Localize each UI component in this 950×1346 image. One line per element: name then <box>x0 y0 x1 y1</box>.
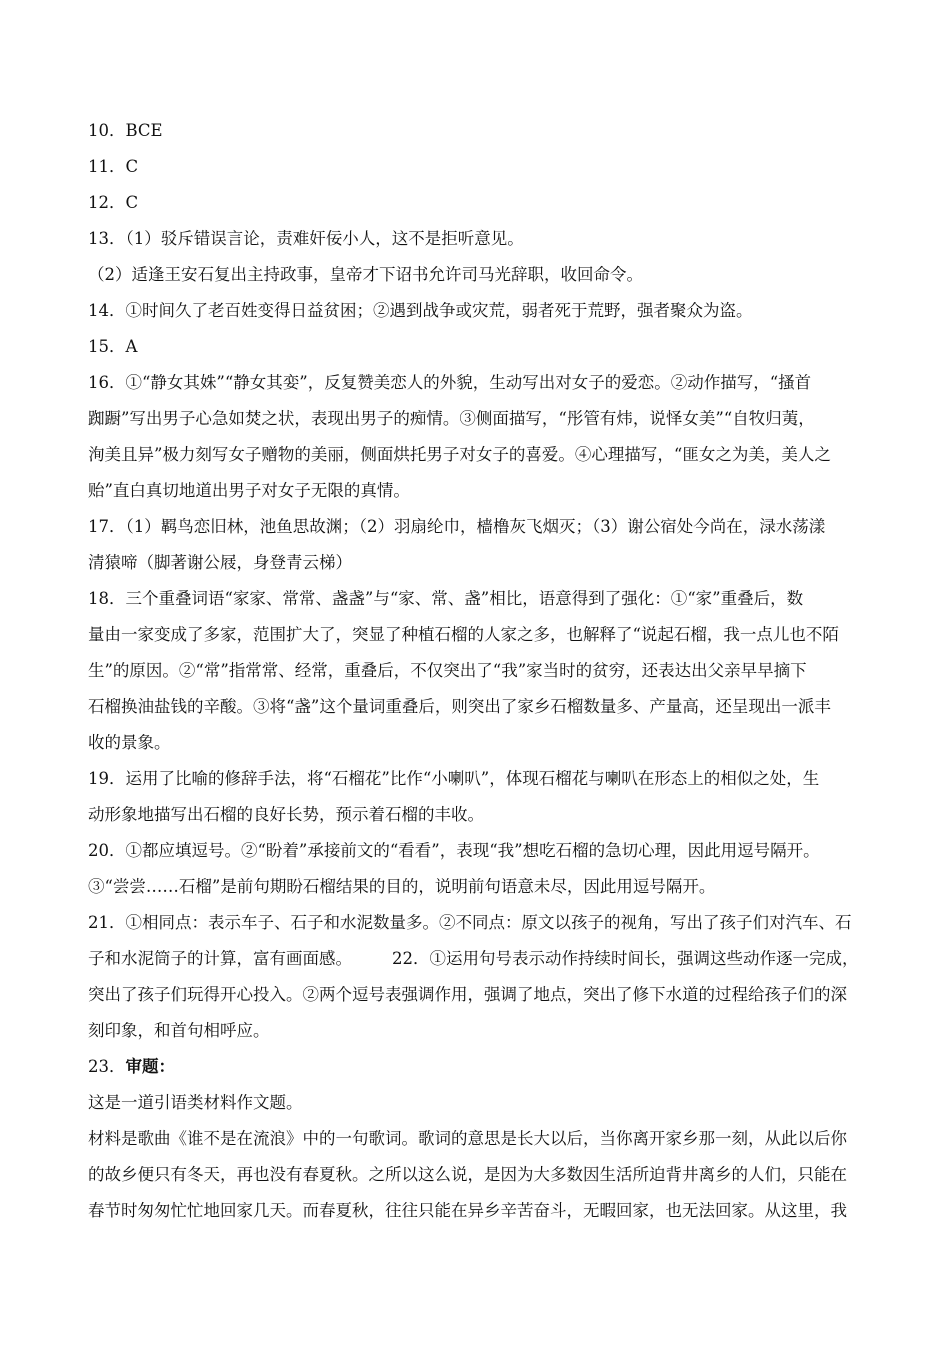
answer-18-line1: 18．三个重叠词语“家家、常常、盏盏”与“家、常、盏”相比，语意得到了强化：①“家”重叠后，数 <box>88 589 804 608</box>
answer-13-part1: 13．（1）驳斥错误言论，责难奸佞小人，这不是拒听意见。 <box>88 229 524 248</box>
answer-16-line1: 16．①“静女其姝”“静女其娈”，反复赞美恋人的外貌，生动写出对女子的爱恋。②动作描写，“搔首 <box>88 373 812 392</box>
answer-17-line2: 清猿啼（脚著谢公屐，身登青云梯） <box>88 553 352 572</box>
answer-20-line1: 20．①都应填逗号。②“盼着”承接前文的“看看”，表现“我”想吃石榴的急切心理，因此用逗号隔开。 <box>88 841 820 860</box>
answer-23-paragraph2-line1: 材料是歌曲《谁不是在流浪》中的一句歌词。歌词的意思是长大以后，当你离开家乡那一刻，从此以后你 <box>88 1129 847 1148</box>
answer-16-line4: 贻”直白真切地道出男子对女子无限的真情。 <box>88 481 410 500</box>
answer-22-line1: 22．①运用句号表示动作持续时间长，强调这些动作逐一完成， <box>392 949 859 968</box>
answer-16-line3: 洵美且异”极力刻写女子赠物的美丽，侧面烘托男子对女子的喜爱。④心理描写，“匪女之为美，美人之 <box>88 445 831 464</box>
answer-17-line1: 17．（1）羁鸟恋旧林，池鱼思故渊；（2）羽扇纶巾，樯橹灰飞烟灭；（3）谢公宿处今尚在，渌水荡漾 <box>88 517 826 536</box>
answer-23-paragraph2-line3: 春节时匆匆忙忙地回家几天。而春夏秋，往往只能在异乡辛苦奋斗，无暇回家，也无法回家。从这里，我 <box>88 1201 847 1220</box>
answer-23-paragraph2-line2: 的故乡便只有冬天，再也没有春夏秋。之所以这么说，是因为大多数因生活所迫背井离乡的人们，只能在 <box>88 1165 847 1184</box>
answer-23-number: 23． <box>88 1057 126 1076</box>
answer-document <box>88 113 878 1229</box>
answer-18-line5: 收的景象。 <box>88 733 171 752</box>
answer-15: 15．A <box>88 337 138 356</box>
answer-21-22-line2 <box>88 941 878 977</box>
answer-18-line4: 石榴换油盐钱的辛酸。③将“盏”这个量词重叠后，则突出了家乡石榴数量多、产量高，还呈现出一派丰 <box>88 697 831 716</box>
answer-13-part2: （2）适逢王安石复出主持政事，皇帝才下诏书允许司马光辞职，收回命令。 <box>88 265 643 284</box>
answer-22-line3: 刻印象，和首句相呼应。 <box>88 1021 270 1040</box>
answer-12: 12．C <box>88 193 139 212</box>
answer-18-line2: 量由一家变成了多家，范围扩大了，突显了种植石榴的人家之多，也解释了“说起石榴，我一点儿也不陌 <box>88 625 839 644</box>
answer-20-line2: ③“尝尝……石榴”是前句期盼石榴结果的目的，说明前句语意未尽，因此用逗号隔开。 <box>88 877 716 896</box>
answer-14: 14．①时间久了老百姓变得日益贫困；②遇到战争或灾荒，弱者死于荒野，强者聚众为盗。 <box>88 301 753 320</box>
answer-23-paragraph1: 这是一道引语类材料作文题。 <box>88 1093 303 1112</box>
answer-21-line2: 子和水泥筒子的计算，富有画面感。 <box>88 949 352 968</box>
answer-19-line1: 19．运用了比喻的修辞手法，将“石榴花”比作“小喇叭”，体现石榴花与喇叭在形态上的相似之处，生 <box>88 769 820 788</box>
answer-18-line3: 生”的原因。②“常”指常常、经常，重叠后，不仅突出了“我”家当时的贫穷，还表达出父亲早早摘下 <box>88 661 807 680</box>
answer-21-line1: 21．①相同点：表示车子、石子和水泥数量多。②不同点：原文以孩子的视角，写出了孩子们对汽车、石 <box>88 913 852 932</box>
answer-23-heading <box>88 1049 878 1085</box>
answer-11: 11．C <box>88 157 139 176</box>
answer-19-line2: 动形象地描写出石榴的良好长势，预示着石榴的丰收。 <box>88 805 484 824</box>
answer-22-line2: 突出了孩子们玩得开心投入。②两个逗号表强调作用，强调了地点，突出了修下水道的过程给孩子们的深 <box>88 985 847 1004</box>
answer-16-line2: 踟蹰”写出男子心急如焚之状，表现出男子的痴情。③侧面描写，“彤管有炜，说怿女美”“自牧归荑， <box>88 409 815 428</box>
answer-23-title: 审题： <box>125 1057 175 1076</box>
answer-10: 10．BCE <box>88 121 163 140</box>
